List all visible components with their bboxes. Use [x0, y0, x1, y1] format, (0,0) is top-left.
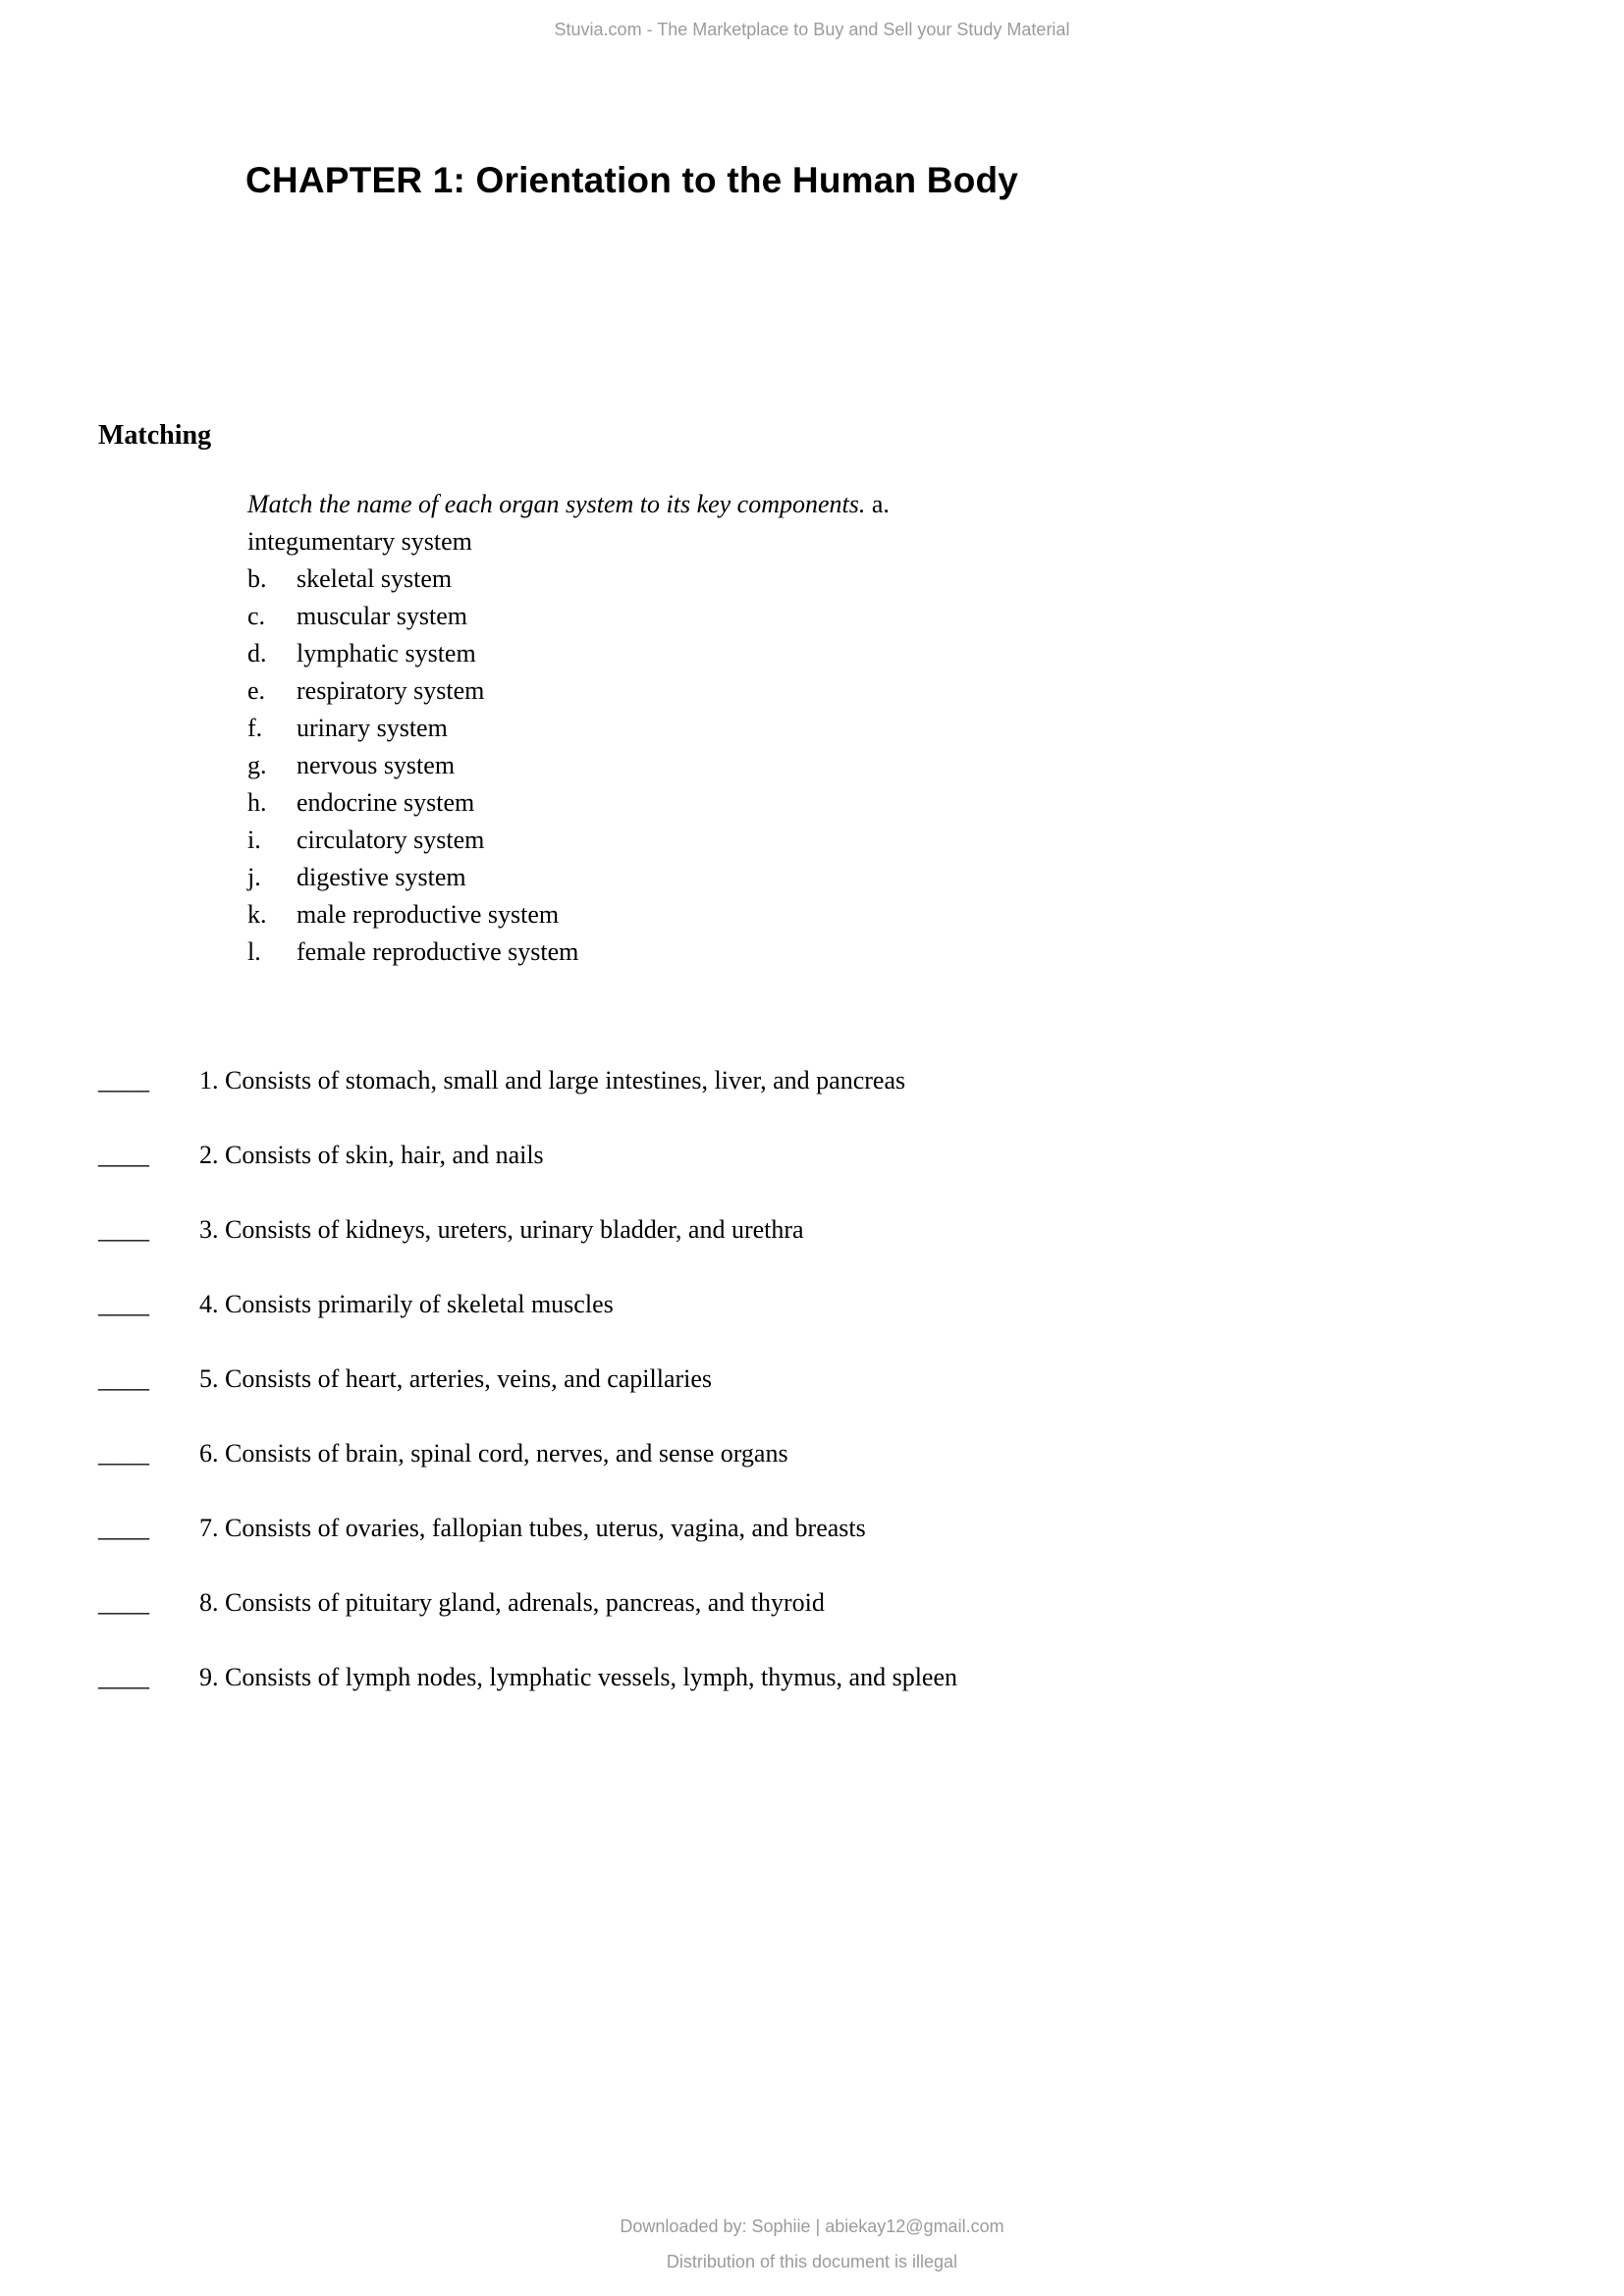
- option-letter: k.: [247, 900, 267, 929]
- question-row: [98, 1513, 957, 1544]
- option-label: male reproductive system: [297, 900, 560, 929]
- option-letter: i.: [247, 826, 261, 854]
- option-row: [247, 747, 890, 784]
- answer-blank: ____: [98, 1141, 149, 1169]
- chapter-title: CHAPTER 1: Orientation to the Human Body: [245, 160, 1019, 200]
- option-letter: h.: [247, 788, 267, 817]
- question-text: Consists of ovaries, fallopian tubes, uterus, vagina, and breasts: [225, 1514, 866, 1542]
- option-letter: c.: [247, 602, 266, 630]
- option-letter: j.: [247, 863, 261, 891]
- option-row: [247, 635, 890, 672]
- instruction-text: Match the name of each organ system to its key components.: [247, 490, 866, 518]
- option-row: [247, 784, 890, 822]
- answer-blank: ____: [98, 1290, 149, 1318]
- header-watermark: Stuvia.com - The Marketplace to Buy and Sell your Study Material: [554, 20, 1070, 39]
- instruction-line: [247, 486, 890, 523]
- matching-instruction-block: [247, 486, 890, 971]
- option-label: circulatory system: [297, 826, 485, 854]
- question-row: [98, 1438, 957, 1469]
- option-letter: b.: [247, 564, 267, 593]
- question-text: Consists primarily of skeletal muscles: [225, 1290, 614, 1318]
- question-number: 4.: [199, 1290, 219, 1318]
- option-label: skeletal system: [297, 564, 453, 593]
- question-text: Consists of pituitary gland, adrenals, pancreas, and thyroid: [225, 1588, 825, 1617]
- footer-downloaded-by: Downloaded by: Sophiie | abiekay12@gmail.com: [620, 2216, 1004, 2236]
- option-letter: g.: [247, 751, 267, 779]
- answer-blank: ____: [98, 1439, 149, 1468]
- option-row: [247, 598, 890, 635]
- answer-blank: ____: [98, 1663, 149, 1691]
- option-row: [247, 896, 890, 934]
- option-row: [247, 859, 890, 896]
- question-text: Consists of lymph nodes, lymphatic vessels, lymph, thymus, and spleen: [225, 1663, 958, 1691]
- option-letter: l.: [247, 937, 261, 966]
- question-row: [98, 1065, 957, 1096]
- option-letter: d.: [247, 639, 267, 667]
- answer-blank: ____: [98, 1514, 149, 1542]
- question-row: [98, 1587, 957, 1619]
- question-number: 1.: [199, 1066, 219, 1095]
- option-label: lymphatic system: [297, 639, 476, 667]
- option-row: [247, 561, 890, 598]
- question-text: Consists of kidneys, ureters, urinary bladder, and urethra: [225, 1215, 804, 1244]
- questions-list: [98, 1065, 957, 1736]
- option-label: respiratory system: [297, 676, 485, 705]
- option-row: [247, 822, 890, 859]
- question-text: Consists of brain, spinal cord, nerves, and sense organs: [225, 1439, 788, 1468]
- question-number: 9.: [199, 1663, 219, 1691]
- option-label: digestive system: [297, 863, 466, 891]
- question-text: Consists of stomach, small and large intestines, liver, and pancreas: [225, 1066, 906, 1095]
- matching-heading: Matching: [98, 420, 212, 451]
- answer-blank: ____: [98, 1588, 149, 1617]
- question-text: Consists of heart, arteries, veins, and capillaries: [225, 1364, 713, 1393]
- page-header: [0, 20, 1624, 40]
- option-a-label: integumentary system: [247, 527, 472, 556]
- question-number: 6.: [199, 1439, 219, 1468]
- question-text: Consists of skin, hair, and nails: [225, 1141, 544, 1169]
- answer-blank: ____: [98, 1066, 149, 1095]
- question-number: 2.: [199, 1141, 219, 1169]
- option-letter: f.: [247, 714, 263, 742]
- question-number: 8.: [199, 1588, 219, 1617]
- option-label: endocrine system: [297, 788, 475, 817]
- option-label: muscular system: [297, 602, 468, 630]
- question-row: [98, 1140, 957, 1171]
- footer-distribution-warning: Distribution of this document is illegal: [666, 2252, 958, 2271]
- answer-blank: ____: [98, 1215, 149, 1244]
- question-row: [98, 1662, 957, 1693]
- option-label: nervous system: [297, 751, 456, 779]
- question-row: [98, 1214, 957, 1246]
- question-row: [98, 1363, 957, 1395]
- option-row: [247, 672, 890, 710]
- answer-blank: ____: [98, 1364, 149, 1393]
- question-number: 5.: [199, 1364, 219, 1393]
- option-row: [247, 710, 890, 747]
- question-number: 3.: [199, 1215, 219, 1244]
- question-number: 7.: [199, 1514, 219, 1542]
- page-footer: [0, 2202, 1624, 2272]
- option-row: [247, 934, 890, 971]
- option-a-marker: a.: [871, 490, 890, 518]
- option-letter: e.: [247, 676, 266, 705]
- option-label: urinary system: [297, 714, 448, 742]
- question-row: [98, 1289, 957, 1320]
- option-label: female reproductive system: [297, 937, 579, 966]
